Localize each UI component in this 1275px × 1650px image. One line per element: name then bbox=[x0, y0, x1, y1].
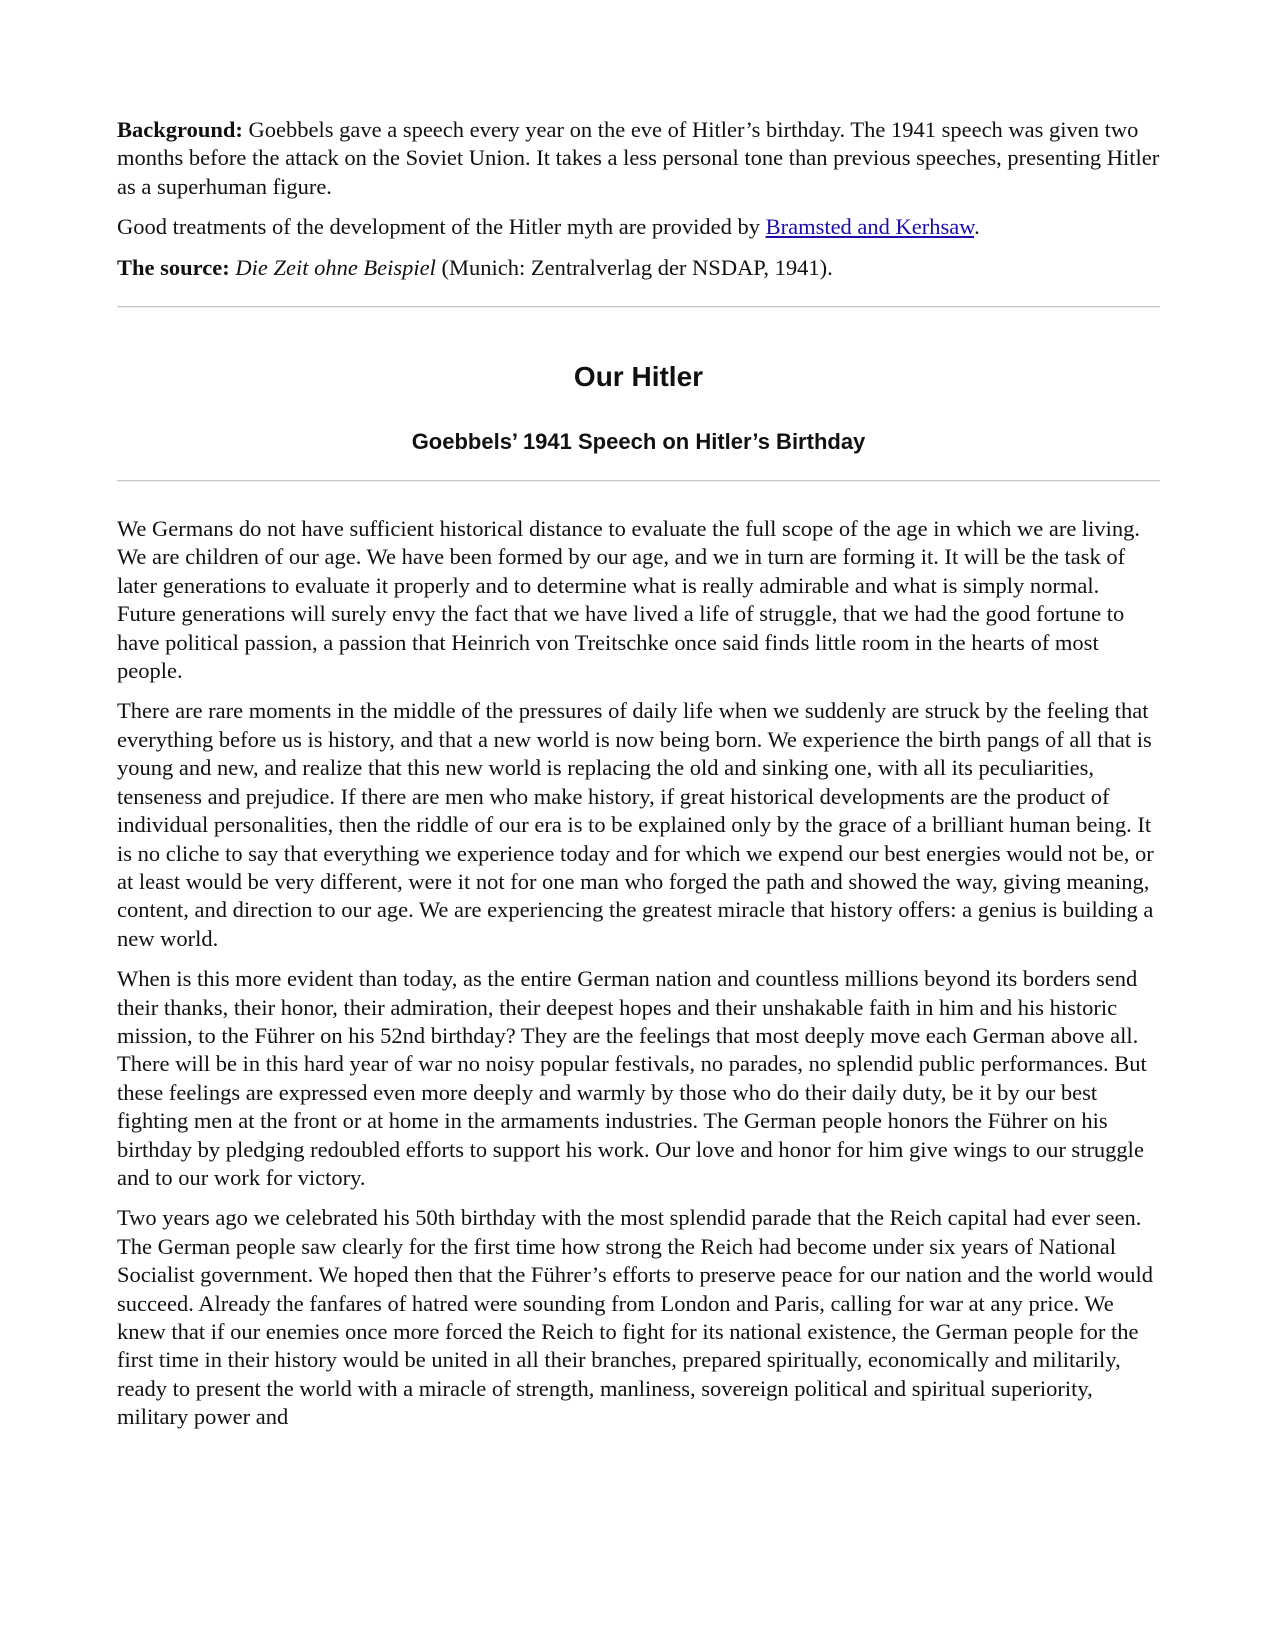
source-text: (Munich: Zentralverlag der NSDAP, 1941). bbox=[435, 254, 833, 280]
speech-paragraph: We Germans do not have sufficient historical distance to evaluate the full scope of the age in which we are living. We are children of our age. We have been formed by our age, and we in turn are forming it. It will be the task of later generations to evaluate it properly and to determine what is really admirable and what is simply normal. Future generations will surely envy the fact that we have lived a life of struggle, that we had the good fortune to have political passion, a passion that Heinrich von Treitschke once said finds little room in the hearts of most people. bbox=[117, 516, 1141, 684]
background-label: Background: bbox=[117, 117, 243, 142]
treatments-text: Good treatments of the development of the Hitler myth are provided by bbox=[117, 214, 766, 240]
source-title: Die Zeit ohne Beispiel bbox=[235, 254, 436, 280]
speech-paragraph: Two years ago we celebrated his 50th birthday with the most splendid parade that the Reich capital had ever seen. The German people saw clearly for the first time how strong the Reich had become under six years of National Socialist government. We hoped then that the Führer’s efforts to preserve peace for our nation and the world would succeed. Already the fanfares of hatred were sounding from London and Paris, calling for war at any price. We knew that if our enemies once more forced the Reich to fight for its national existence, the German people for the first time in their history would be united in all their branches, prepared spiritually, economically and militarily, ready to present the world with a miracle of strength, manliness, sovereign political and spiritual superiority, military power and bbox=[117, 1205, 1154, 1430]
treatments-paragraph bbox=[117, 213, 1160, 241]
document-page bbox=[117, 116, 1160, 1444]
background-paragraph bbox=[117, 116, 1160, 201]
bramsted-kershaw-link[interactable]: Bramsted and Kerhsaw bbox=[765, 214, 975, 240]
source-label: The source: bbox=[117, 254, 230, 280]
page-title: Our Hitler bbox=[573, 361, 704, 393]
divider-top bbox=[117, 306, 1160, 308]
treatments-end: . bbox=[974, 214, 980, 240]
page-subtitle: Goebbels’ 1941 Speech on Hitler’s Birthday bbox=[411, 429, 866, 455]
speech-paragraph: When is this more evident than today, as the entire German nation and countless millions beyond its borders send their thanks, their honor, their admiration, their deepest hopes and their unshakable faith in him and his historic mission, to the Führer on his 52nd birthday? They are the feelings that most deeply move each German above all. There will be in this hard year of war no noisy popular festivals, no parades, no splendid public performances. But these feelings are expressed even more deeply and warmly by those who do their daily duty, be it by our best fighting men at the front or at home in the armaments industries. The German people honors the Führer on his birthday by pledging redoubled efforts to support his work. Our love and honor for him give wings to our struggle and to our work for victory. bbox=[117, 966, 1147, 1190]
source-paragraph bbox=[117, 254, 1160, 282]
speech-body bbox=[117, 515, 1160, 1432]
background-text: Goebbels gave a speech every year on the eve of Hitler’s birthday. The 1941 speech was given two months before the attack on the Soviet Union. It takes a less personal tone than previous speeches, presenting Hitler as a superhuman figure. bbox=[117, 117, 1160, 199]
divider-bottom bbox=[117, 480, 1160, 482]
speech-paragraph: There are rare moments in the middle of the pressures of daily life when we suddenly are struck by the feeling that everything before us is history, and that a new world is now being born. We experience the birth pangs of all that is young and new, and realize that this new world is replacing the old and sinking one, with all its peculiarities, tenseness and prejudice. If there are men who make history, if great historical developments are the product of individual personalities, then the riddle of our era is to be explained only by the grace of a brilliant human being. It is no cliche to say that everything we experience today and for which we expend our best energies would not be, or at least would be very different, were it not for one man who forged the path and showed the way, giving meaning, content, and direction to our age. We are experiencing the greatest miracle that history offers: a genius is building a new world. bbox=[117, 698, 1154, 951]
